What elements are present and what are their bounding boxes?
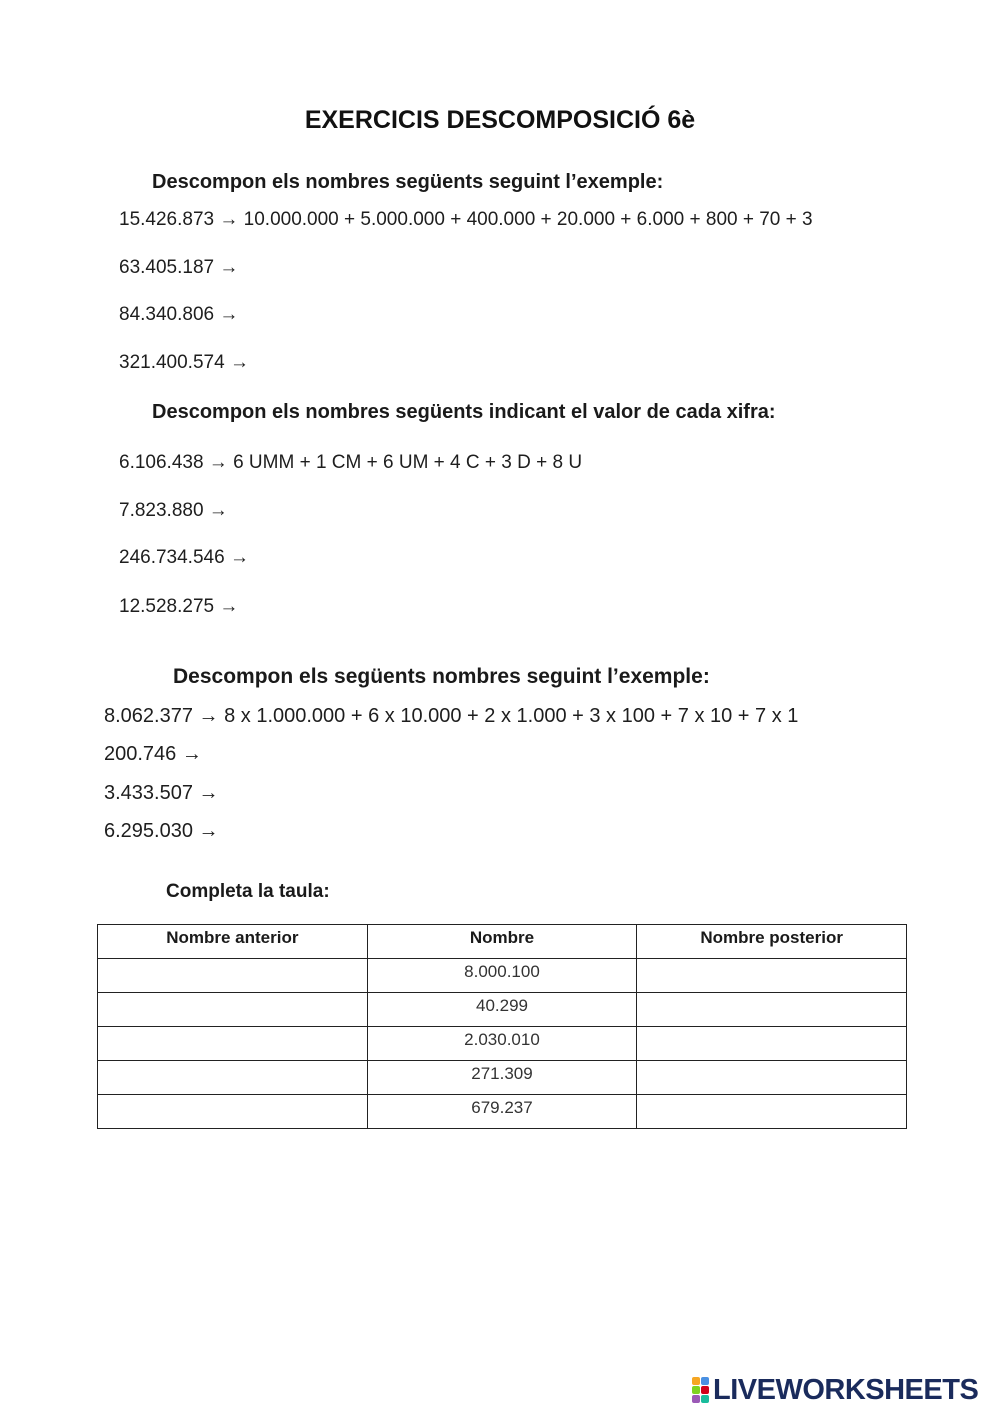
logo-square: [701, 1386, 709, 1394]
section2-line: 7.823.880 →: [119, 500, 228, 521]
section1-line: 321.400.574 →: [119, 352, 249, 373]
number-cell: 40.299: [367, 993, 637, 1027]
header-number: Nombre: [367, 925, 637, 959]
section1-line: 84.340.806 →: [119, 304, 239, 325]
logo-square: [701, 1377, 709, 1385]
previous-number-cell[interactable]: [98, 1095, 368, 1129]
section1-line: 63.405.187 →: [119, 257, 239, 278]
section2-line-example: 6.106.438 → 6 UMM + 1 CM + 6 UM + 4 C + 3 D + 8 U: [119, 452, 583, 473]
header-next-number: Nombre posterior: [637, 925, 907, 959]
section3-heading: Descompon els següents nombres seguint l’exemple:: [173, 665, 710, 688]
number-cell: 2.030.010: [367, 1027, 637, 1061]
completion-table: [97, 924, 907, 1129]
number-cell: 8.000.100: [367, 959, 637, 993]
table-row: [98, 1027, 907, 1061]
table-row: [98, 1061, 907, 1095]
logo-square: [692, 1386, 700, 1394]
liveworksheets-logo-icon: [692, 1377, 709, 1403]
liveworksheets-logo: [692, 1374, 978, 1406]
next-number-cell[interactable]: [637, 959, 907, 993]
logo-square: [692, 1377, 700, 1385]
section3-line: 3.433.507 →: [104, 782, 219, 804]
section2-heading: Descompon els nombres següents indicant el valor de cada xifra:: [152, 401, 776, 423]
table-header-row: [98, 925, 907, 959]
table-row: [98, 1095, 907, 1129]
next-number-cell[interactable]: [637, 1095, 907, 1129]
section1-line-example: 15.426.873 → 10.000.000 + 5.000.000 + 400.000 + 20.000 + 6.000 + 800 + 70 + 3: [119, 209, 813, 230]
section3-line: 6.295.030 →: [104, 820, 219, 842]
previous-number-cell[interactable]: [98, 1061, 368, 1095]
previous-number-cell[interactable]: [98, 959, 368, 993]
section4-heading: Completa la taula:: [166, 881, 330, 902]
logo-text: LIVEWORKSHEETS: [713, 1373, 979, 1406]
header-previous-number: Nombre anterior: [98, 925, 368, 959]
number-cell: 271.309: [367, 1061, 637, 1095]
previous-number-cell[interactable]: [98, 993, 368, 1027]
table-row: [98, 959, 907, 993]
next-number-cell[interactable]: [637, 1027, 907, 1061]
logo-square: [701, 1395, 709, 1403]
section2-line: 246.734.546 →: [119, 547, 249, 568]
table-row: [98, 993, 907, 1027]
page-title: EXERCICIS DESCOMPOSICIÓ 6è: [304, 106, 696, 134]
section1-heading: Descompon els nombres següents seguint l’exemple:: [152, 171, 664, 193]
section3-line-example: 8.062.377 → 8 x 1.000.000 + 6 x 10.000 + 2 x 1.000 + 3 x 100 + 7 x 10 + 7 x 1: [104, 705, 799, 727]
previous-number-cell[interactable]: [98, 1027, 368, 1061]
next-number-cell[interactable]: [637, 993, 907, 1027]
logo-square: [692, 1395, 700, 1403]
section3-line: 200.746 →: [104, 743, 202, 765]
next-number-cell[interactable]: [637, 1061, 907, 1095]
section2-line: 12.528.275 →: [119, 596, 239, 617]
number-cell: 679.237: [367, 1095, 637, 1129]
